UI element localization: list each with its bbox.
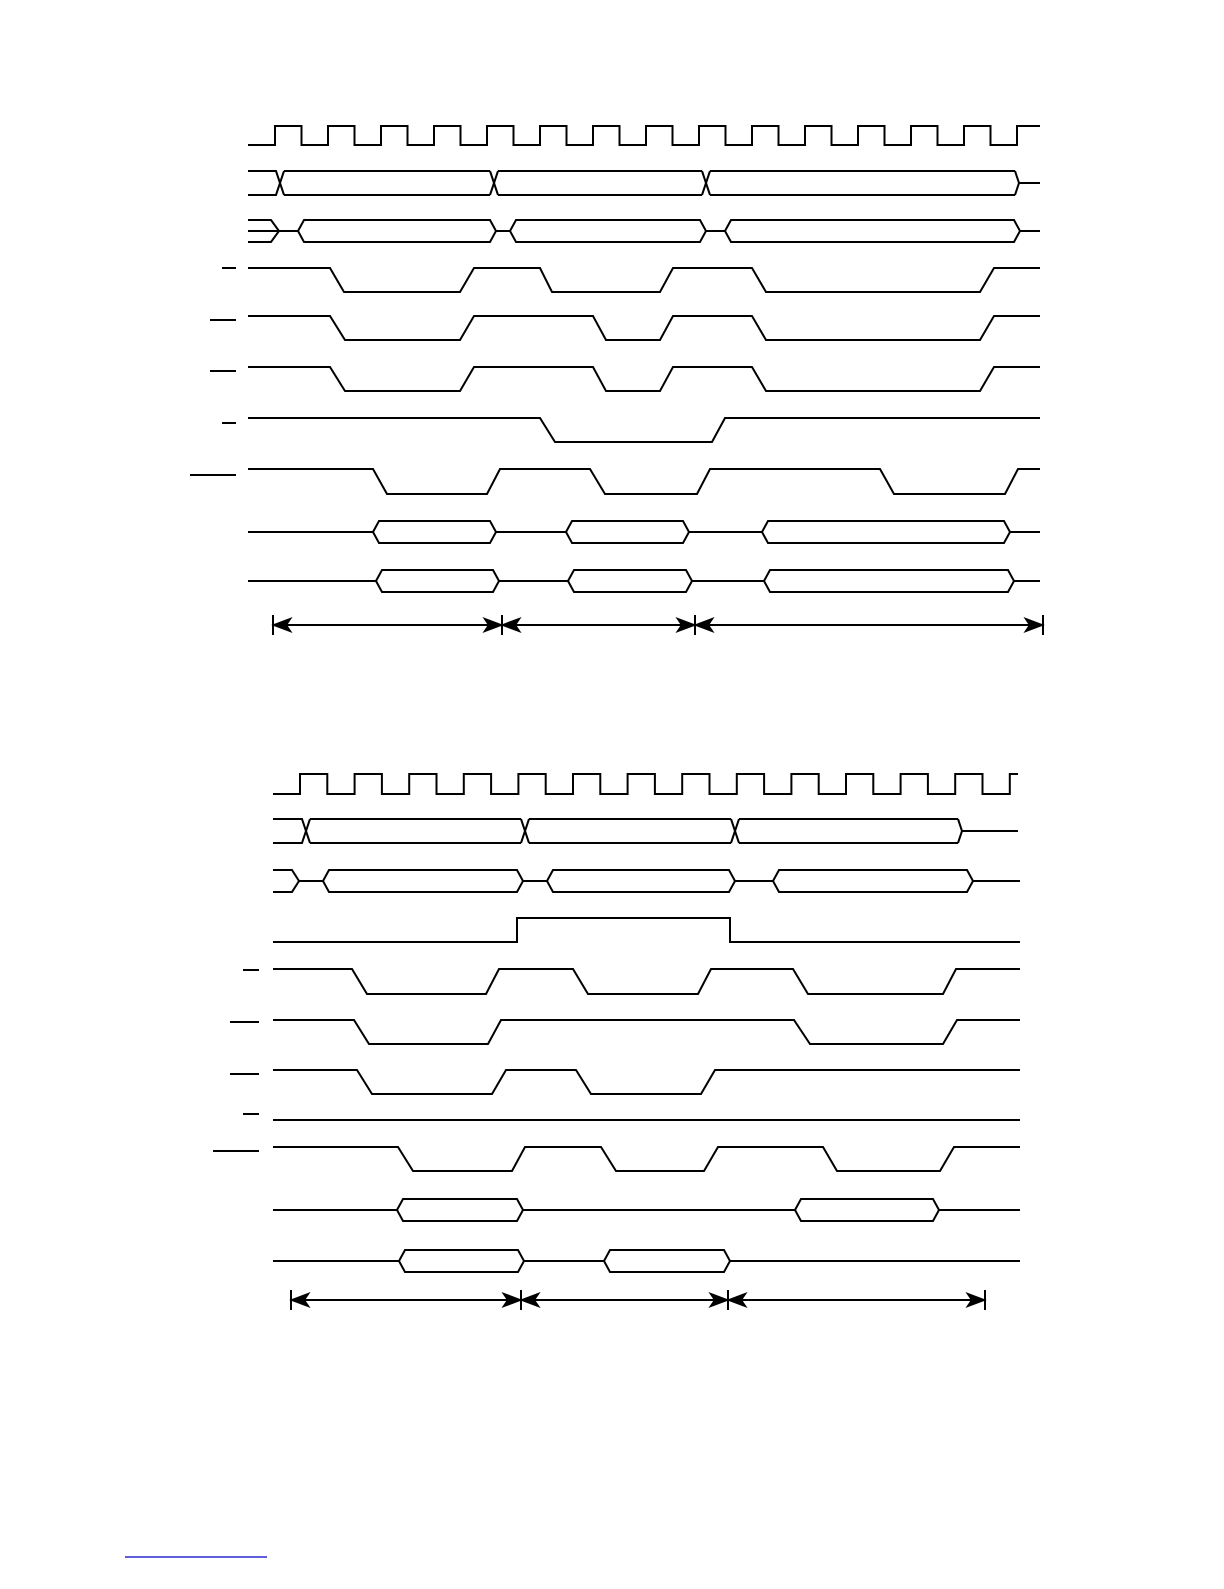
bus-segment [568,570,692,592]
clock-waveform [273,774,1018,794]
bus-cross [273,819,310,843]
bus-cross [248,171,284,195]
bus-segment [298,220,496,242]
bus-segment [399,1250,524,1272]
timing-diagram-1 [190,126,1043,635]
bus-lead [273,870,299,892]
bus-segment [773,870,973,892]
signal-waveform [273,1020,1020,1044]
clock-waveform [248,126,1040,145]
bus-segment [604,1250,730,1272]
bus-segment [764,570,1014,592]
signal-waveform [273,1147,1020,1171]
signal-waveform [273,1070,1020,1094]
bus-segment [566,521,689,543]
timing-diagram-2 [213,774,1020,1310]
bus-segment [547,870,735,892]
bus-segment [323,870,523,892]
bus-segment [397,1199,523,1221]
signal-waveform [248,367,1040,391]
signal-waveform [273,918,1020,942]
bus-segment [795,1199,939,1221]
bus-end [1015,171,1019,195]
signal-waveform [248,268,1040,292]
bus-segment [725,220,1020,242]
signal-waveform [273,969,1020,994]
bus-segment [762,521,1010,543]
bus-end [958,819,962,843]
bus-cross [273,819,310,843]
bus-cross [248,171,284,195]
signal-waveform [248,418,1040,442]
bus-segment [510,220,706,242]
bus-segment [376,570,499,592]
signal-waveform [248,316,1040,340]
signal-waveform [248,469,1040,494]
bus-segment [373,521,496,543]
